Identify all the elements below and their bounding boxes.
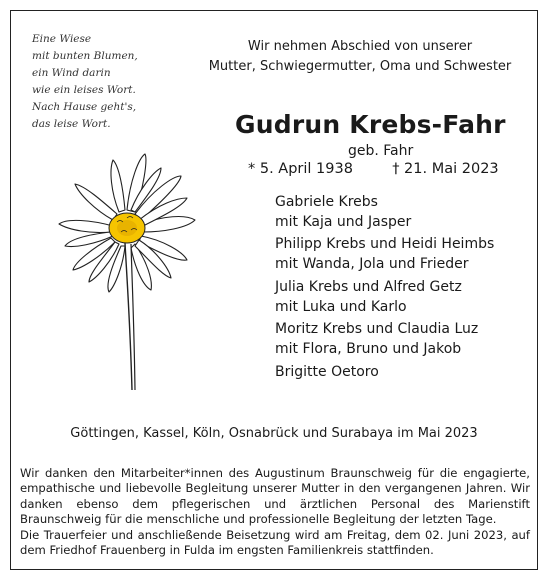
poem-line: ein Wind darin	[32, 67, 111, 79]
family-line: Brigitte Oetoro	[275, 363, 379, 380]
family-line: mit Wanda, Jola und Frieder	[275, 256, 469, 273]
intro-line: Mutter, Schwiegermutter, Oma und Schwester	[208, 59, 512, 74]
deceased-name: Gudrun Krebs-Fahr	[235, 110, 506, 139]
family-line: mit Kaja und Jasper	[275, 213, 412, 230]
funeral-text: Die Trauerfeier und anschließende Beisetzung wird am Freitag, dem 02. Juni 2023, auf dem Friedhof Frauenberg in Fulda im engsten Familienkreis stattfinden.	[20, 527, 530, 558]
poem-line: Nach Hause geht's,	[32, 101, 137, 113]
birth-date: * 5. April 1938	[248, 161, 353, 177]
family-line: Julia Krebs und Alfred Getz	[275, 278, 462, 295]
poem-line: Eine Wiese	[32, 33, 92, 45]
family-line: Philipp Krebs und Heidi Heimbs	[275, 236, 495, 253]
intro-text	[195, 37, 525, 77]
daisy-illustration	[35, 140, 205, 400]
poem-line: mit bunten Blumen,	[32, 50, 138, 62]
poem-line: das leise Wort.	[32, 118, 111, 130]
family-line: mit Flora, Bruno und Jakob	[275, 340, 462, 357]
family-line: mit Luka und Karlo	[275, 298, 407, 315]
death-date: † 21. Mai 2023	[392, 161, 499, 177]
intro-line: Wir nehmen Abschied von unserer	[247, 39, 473, 54]
thanks-block	[20, 466, 530, 558]
poem	[32, 31, 182, 133]
family-list	[275, 193, 494, 382]
family-line: Gabriele Krebs	[275, 194, 378, 210]
birth-name: geb. Fahr	[348, 143, 414, 159]
poem-line: wie ein leises Wort.	[32, 84, 136, 96]
places-and-date: Göttingen, Kassel, Köln, Osnabrück und Surabaya im Mai 2023	[70, 426, 478, 441]
thanks-text: Wir danken den Mitarbeiter*innen des Augustinum Braunschweig für die engagierte, empathische und liebevolle Begleitung unserer Mutter in den vergangenen Jahren. Wir danken ebenso dem pflegerischen und ärztlichen Personal des Marienstift Braunschweig für die menschliche und professionelle Begleitung der letzten Tage.	[20, 466, 530, 527]
life-dates	[248, 161, 499, 177]
family-line: Moritz Krebs und Claudia Luz	[275, 321, 479, 338]
